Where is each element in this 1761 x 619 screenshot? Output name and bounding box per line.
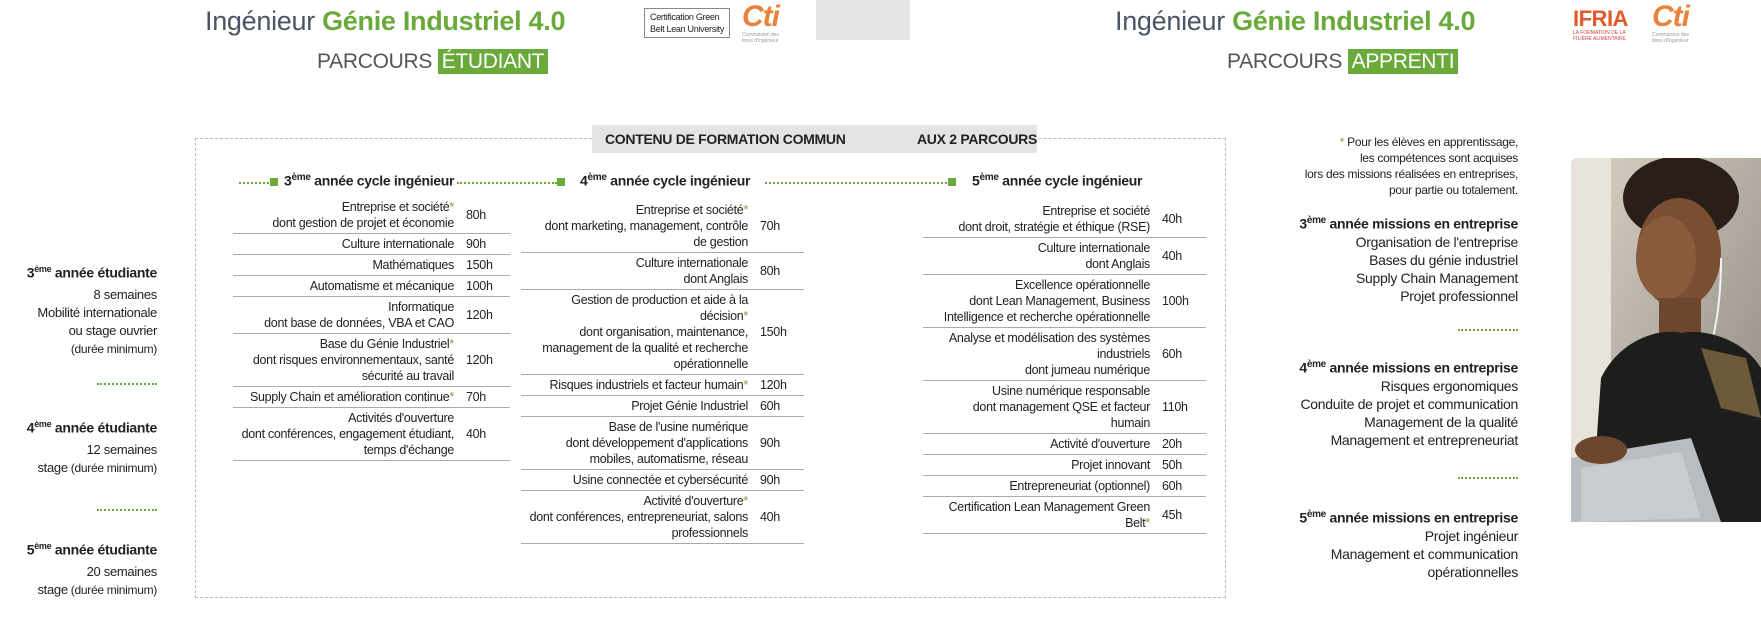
course-name-line: Base du Génie Industriel*	[319, 337, 454, 351]
course-hours: 90h	[756, 417, 804, 470]
apprentice-star-marker: *	[1145, 516, 1150, 530]
apprentice-star-marker: *	[743, 309, 748, 323]
section-divider	[1458, 477, 1518, 479]
course-name	[923, 381, 1158, 434]
column-header-5: 5ème année cycle ingénieur	[972, 172, 1143, 189]
column-marker	[557, 178, 565, 186]
course-row	[923, 238, 1206, 275]
student-year-heading: 4ème année étudiante	[26, 419, 157, 436]
course-name	[521, 200, 756, 253]
common-content-banner: CONTENU DE FORMATION COMMUN AUX 2 PARCOURS	[592, 125, 1037, 153]
course-name-line: Belt*	[1125, 516, 1150, 530]
course-name-line: Intelligence et recherche opérationnelle	[943, 310, 1150, 324]
apprentice-year-heading: 4ème année missions en entreprise	[1299, 359, 1518, 376]
parcours-tag: ÉTUDIANT	[438, 49, 549, 74]
course-name-line: Excellence opérationnelle	[1015, 278, 1150, 292]
course-table-year-3	[233, 197, 510, 461]
course-row	[233, 387, 510, 408]
course-row	[923, 455, 1206, 476]
course-name	[923, 497, 1158, 534]
course-name-line: décision*	[699, 309, 748, 323]
column-divider	[457, 182, 557, 184]
right-parcours: PARCOURS APPRENTI	[1227, 50, 1458, 74]
course-name-line: dont base de données, VBA et CAO	[264, 316, 454, 330]
course-name	[233, 234, 462, 255]
course-hours: 100h	[462, 276, 510, 297]
course-name	[521, 491, 756, 544]
course-name-line: dont conférences, engagement étudiant,	[241, 427, 454, 441]
course-name-line: Culture internationale	[1037, 241, 1150, 255]
cti-logo: Cti Commission des titres d'ingénieur	[1652, 0, 1689, 44]
course-name-line: industriels	[1097, 347, 1150, 361]
course-name-line: Analyse et modélisation des systèmes	[948, 331, 1150, 345]
course-row	[923, 434, 1206, 455]
column-marker	[948, 178, 956, 186]
course-name	[923, 434, 1158, 455]
course-name-line: dont gestion de projet et économie	[272, 216, 454, 230]
course-name	[233, 408, 462, 461]
course-name-line: Activité d'ouverture	[1050, 437, 1150, 451]
course-table-year-4	[521, 200, 804, 544]
course-row	[521, 396, 804, 417]
course-name-line: Informatique	[388, 300, 454, 314]
course-row	[521, 375, 804, 396]
course-name-line: Projet Génie Industriel	[631, 399, 748, 413]
course-name-line: Entreprise et société*	[341, 200, 454, 214]
course-hours: 80h	[756, 253, 804, 290]
course-hours: 20h	[1158, 434, 1206, 455]
course-name	[923, 238, 1158, 275]
course-row	[521, 200, 804, 253]
course-name-line: mobiles, automatisme, réseau	[589, 452, 748, 466]
course-name-line: Entrepreneuriat (optionnel)	[1009, 479, 1150, 493]
course-row	[923, 476, 1206, 497]
student-year-3: 3ème année étudiante 8 semaines Mobilité internationale ou stage ouvrier (durée minimum)	[27, 260, 157, 358]
course-name	[521, 396, 756, 417]
course-hours: 150h	[756, 290, 804, 375]
course-name	[521, 375, 756, 396]
course-name	[521, 417, 756, 470]
left-title: Ingénieur Génie Industriel 4.0	[205, 6, 566, 36]
course-name-line: Gestion de production et aide à la	[571, 293, 748, 307]
student-year-heading: 3ème année étudiante	[26, 264, 157, 281]
course-name	[233, 197, 462, 234]
column-divider	[239, 182, 269, 184]
course-hours: 70h	[756, 200, 804, 253]
course-hours: 110h	[1158, 381, 1206, 434]
course-hours: 60h	[1158, 476, 1206, 497]
course-name	[521, 470, 756, 491]
course-name-line: sécurité au travail	[361, 369, 454, 383]
apprentice-year-heading: 5ème année missions en entreprise	[1299, 509, 1518, 526]
course-name-line: Projet innovant	[1071, 458, 1150, 472]
course-name-line: dont Anglais	[1085, 257, 1150, 271]
parcours-tag: APPRENTI	[1348, 49, 1459, 74]
course-hours: 45h	[1158, 497, 1206, 534]
course-name-line: Activités d'ouverture	[348, 411, 454, 425]
course-name-line: Usine numérique responsable	[992, 384, 1150, 398]
course-name-line: dont organisation, maintenance,	[579, 325, 748, 339]
course-name	[233, 334, 462, 387]
student-year-4: 4ème année étudiante 12 semaines stage (durée minimum)	[27, 415, 157, 477]
course-name-line: humain	[1110, 416, 1150, 430]
course-name	[923, 201, 1158, 238]
course-name-line: dont jumeau numérique	[1024, 363, 1150, 377]
course-name	[923, 455, 1158, 476]
course-hours: 120h	[756, 375, 804, 396]
course-row	[923, 381, 1206, 434]
course-hours: 120h	[462, 334, 510, 387]
course-name-line: management de la qualité et recherche	[542, 341, 748, 355]
course-hours: 120h	[462, 297, 510, 334]
course-name-line: dont développement d'applications	[565, 436, 748, 450]
course-hours: 60h	[756, 396, 804, 417]
left-parcours: PARCOURS ÉTUDIANT	[317, 50, 548, 74]
student-year-heading: 5ème année étudiante	[26, 541, 157, 558]
course-name-line: temps d'échange	[363, 443, 454, 457]
course-name-line: Supply Chain et amélioration continue*	[249, 390, 454, 404]
apprentice-year-3: 3ème année missions en entreprise Organisation de l'entreprise Bases du génie industriel Supply Chain Management Projet professionnel	[1299, 212, 1518, 305]
course-hours: 40h	[1158, 201, 1206, 238]
course-name-line: Culture internationale	[635, 256, 748, 270]
column-divider	[765, 182, 947, 184]
course-name-line: dont marketing, management, contrôle	[544, 219, 748, 233]
course-hours: 40h	[1158, 238, 1206, 275]
course-name	[923, 328, 1158, 381]
course-table-year-5	[923, 201, 1206, 534]
course-name-line: Certification Lean Management Green	[948, 500, 1150, 514]
course-row	[233, 408, 510, 461]
course-hours: 150h	[462, 255, 510, 276]
course-name	[923, 476, 1158, 497]
apprentice-star-marker: *	[449, 390, 454, 404]
course-name-line: dont droit, stratégie et éthique (RSE)	[958, 220, 1150, 234]
course-hours: 90h	[462, 234, 510, 255]
course-row	[233, 255, 510, 276]
course-row	[233, 276, 510, 297]
course-hours: 80h	[462, 197, 510, 234]
apprentice-year-5: 5ème année missions en entreprise Projet ingénieur Management et communication opérationnelles	[1299, 506, 1518, 581]
course-row	[521, 491, 804, 544]
course-name-line: Automatisme et mécanique	[309, 279, 454, 293]
column-marker	[270, 178, 278, 186]
course-name-line: Entreprise et société	[1042, 204, 1150, 218]
section-divider	[97, 509, 157, 511]
student-photo	[1571, 158, 1761, 522]
section-divider	[97, 383, 157, 385]
course-name-line: Base de l'usine numérique	[608, 420, 748, 434]
course-name	[233, 297, 462, 334]
course-name	[923, 275, 1158, 328]
apprentice-star-marker: *	[449, 337, 454, 351]
course-row	[923, 275, 1206, 328]
apprentice-year-heading: 3ème année missions en entreprise	[1299, 215, 1518, 232]
course-row	[923, 497, 1206, 534]
course-name-line: dont Anglais	[683, 272, 748, 286]
course-row	[521, 417, 804, 470]
course-hours: 40h	[462, 408, 510, 461]
student-with-laptop-image	[1571, 158, 1761, 522]
apprentice-star-marker: *	[743, 203, 748, 217]
course-name	[233, 387, 462, 408]
course-name	[233, 276, 462, 297]
course-hours: 60h	[1158, 328, 1206, 381]
right-title: Ingénieur Génie Industriel 4.0	[1115, 6, 1476, 36]
apprentice-year-4: 4ème année missions en entreprise Risques ergonomiques Conduite de projet et communication Management de la qualité Management et entrepreneuriat	[1299, 356, 1518, 449]
apprentice-note: * Pour les élèves en apprentissage, les compétences sont acquises lors des missions réalisées en entreprises, pour partie ou totalement.	[1304, 135, 1518, 197]
apprentice-star-marker: *	[743, 494, 748, 508]
course-row	[233, 197, 510, 234]
course-row	[233, 234, 510, 255]
course-name-line: dont management QSE et facteur	[972, 400, 1150, 414]
column-header-4: 4ème année cycle ingénieur	[580, 172, 751, 189]
column-header-3: 3ème année cycle ingénieur	[284, 172, 455, 189]
course-name-line: Mathématiques	[372, 258, 454, 272]
course-hours: 40h	[756, 491, 804, 544]
course-row	[923, 201, 1206, 238]
green-belt-certification-badge: Certification Green Belt Lean University	[644, 8, 730, 38]
course-row	[923, 328, 1206, 381]
course-hours: 90h	[756, 470, 804, 491]
apprentice-star-marker: *	[743, 378, 748, 392]
course-row	[521, 470, 804, 491]
course-name-line: Activité d'ouverture*	[643, 494, 748, 508]
course-name-line: Risques industriels et facteur humain*	[549, 378, 748, 392]
course-name-line: Usine connectée et cybersécurité	[572, 473, 748, 487]
apprentice-star-marker: *	[449, 200, 454, 214]
course-hours: 70h	[462, 387, 510, 408]
course-row	[521, 253, 804, 290]
course-row	[521, 290, 804, 375]
course-name	[233, 255, 462, 276]
course-name-line: de gestion	[693, 235, 748, 249]
course-name-line: opérationnelle	[673, 357, 748, 371]
course-name-line: Culture internationale	[341, 237, 454, 251]
cti-logo: Cti Commission des titres d'ingénieur	[742, 0, 779, 44]
course-name-line: Entreprise et société*	[635, 203, 748, 217]
section-divider	[1458, 329, 1518, 331]
course-name-line: dont Lean Management, Business	[969, 294, 1150, 308]
course-hours: 50h	[1158, 455, 1206, 476]
course-name-line: dont conférences, entrepreneuriat, salons	[529, 510, 748, 524]
course-row	[233, 334, 510, 387]
course-name	[521, 290, 756, 375]
course-name	[521, 253, 756, 290]
course-hours: 100h	[1158, 275, 1206, 328]
course-name-line: professionnels	[671, 526, 748, 540]
course-row	[233, 297, 510, 334]
ifria-logo: IFRIA LA FORMATION DE LA FILIÈRE ALIMENTAIRE	[1573, 6, 1628, 42]
header-grey-panel	[816, 0, 910, 40]
course-name-line: dont risques environnementaux, santé	[252, 353, 454, 367]
student-year-5: 5ème année étudiante 20 semaines stage (durée minimum)	[27, 537, 157, 599]
